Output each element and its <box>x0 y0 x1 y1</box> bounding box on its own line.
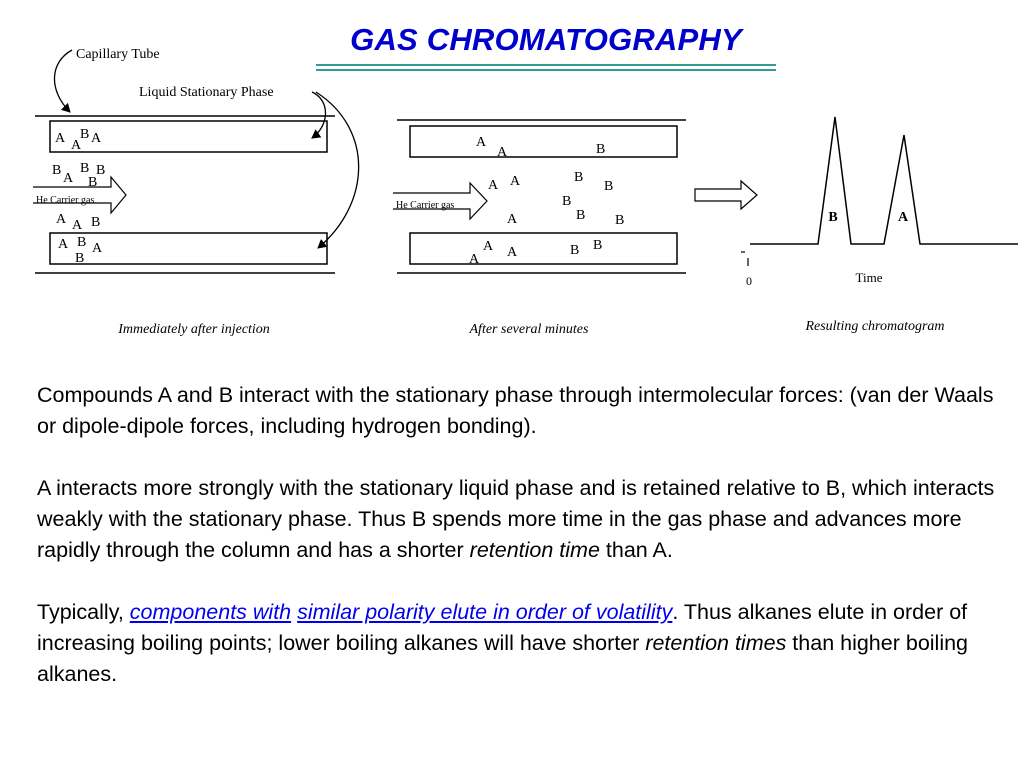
molecule-b: B <box>80 127 90 142</box>
molecule-b: B <box>80 161 90 176</box>
liquid-phase-label: Liquid Stationary Phase <box>139 85 274 100</box>
molecule-a: A <box>55 131 66 146</box>
molecule-b: B <box>574 170 584 185</box>
paragraph-2-text: A interacts more strongly with the stationary liquid phase and is retained relative to B, which interacts weakly with the stationary phase. Thus B spends more time in the gas phase and advances more rapidly through the column and has a shorter <box>37 476 995 562</box>
molecule-a: A <box>497 145 508 160</box>
molecule-a: A <box>469 252 480 267</box>
chromatogram <box>741 117 1018 288</box>
molecule-a: A <box>488 178 499 193</box>
molecule-a: A <box>507 212 518 227</box>
paragraph-3-end: than higher boiling alkanes. <box>37 631 969 686</box>
molecule-a: A <box>510 174 521 189</box>
paragraph-3 <box>37 597 1012 690</box>
components-with-link[interactable]: components with <box>129 600 292 624</box>
molecule-b: B <box>615 213 625 228</box>
molecule-a: A <box>476 135 487 150</box>
transition-arrow <box>695 181 757 209</box>
molecule-b: B <box>596 142 606 157</box>
retention-time-term: retention time <box>469 538 600 562</box>
stage2-molecules <box>469 135 624 267</box>
molecule-a: A <box>56 212 67 227</box>
stage3-caption: Resulting chromatogram <box>805 319 945 334</box>
paragraph-3-mid: . Thus alkanes elute in order of increasing boiling points; lower boiling alkanes will have shorter <box>37 600 968 655</box>
molecule-b: B <box>604 179 614 194</box>
stage1-caption: Immediately after injection <box>118 322 270 337</box>
capillary-pointer-arrow <box>54 50 72 112</box>
chromatogram-trace <box>750 117 1018 244</box>
molecule-a: A <box>58 237 69 252</box>
stage2-caption: After several minutes <box>469 322 589 337</box>
capillary-tube-label: Capillary Tube <box>76 47 160 62</box>
molecule-b: B <box>593 238 603 253</box>
molecule-b: B <box>562 194 572 209</box>
molecule-a: A <box>71 138 82 153</box>
molecule-a: A <box>92 241 103 256</box>
peak-a-label: A <box>897 210 909 225</box>
molecule-b: B <box>91 215 101 230</box>
column-stage2 <box>393 120 686 273</box>
page-title: GAS CHROMATOGRAPHY <box>350 22 742 57</box>
carrier-gas-label-stage1: He Carrier gas <box>36 195 95 206</box>
paragraph-2 <box>37 473 1012 566</box>
molecule-b: B <box>77 235 87 250</box>
molecule-b: B <box>570 243 580 258</box>
body-text <box>37 380 1012 721</box>
paragraph-2-end: than A. <box>599 538 673 562</box>
time-axis-label: Time <box>855 270 883 285</box>
gc-diagram <box>0 0 1024 360</box>
carrier-gas-label-stage2: He Carrier gas <box>396 200 455 211</box>
paragraph-3-start: Typically, <box>37 600 130 624</box>
molecule-a: A <box>507 245 518 260</box>
paragraph-1: Compounds A and B interact with the stationary phase through intermolecular forces: (van der Waals or dipole-dipole forces, including hydrogen bonding). <box>37 383 994 438</box>
retention-times-term: retention times <box>645 631 787 655</box>
molecule-a: A <box>72 218 83 233</box>
molecule-b: B <box>576 208 586 223</box>
molecule-b: B <box>75 251 85 266</box>
peak-b-label: B <box>828 210 838 225</box>
phase-pointer-arrow-top <box>312 92 326 138</box>
molecule-b: B <box>96 163 106 178</box>
zero-label: 0 <box>746 274 752 288</box>
molecule-a: A <box>483 239 494 254</box>
similar-polarity-link[interactable]: similar polarity elute in order of volatility <box>297 600 673 624</box>
molecule-b: B <box>88 175 98 190</box>
molecule-a: A <box>63 171 74 186</box>
molecule-b: B <box>52 163 62 178</box>
molecule-a: A <box>91 131 102 146</box>
